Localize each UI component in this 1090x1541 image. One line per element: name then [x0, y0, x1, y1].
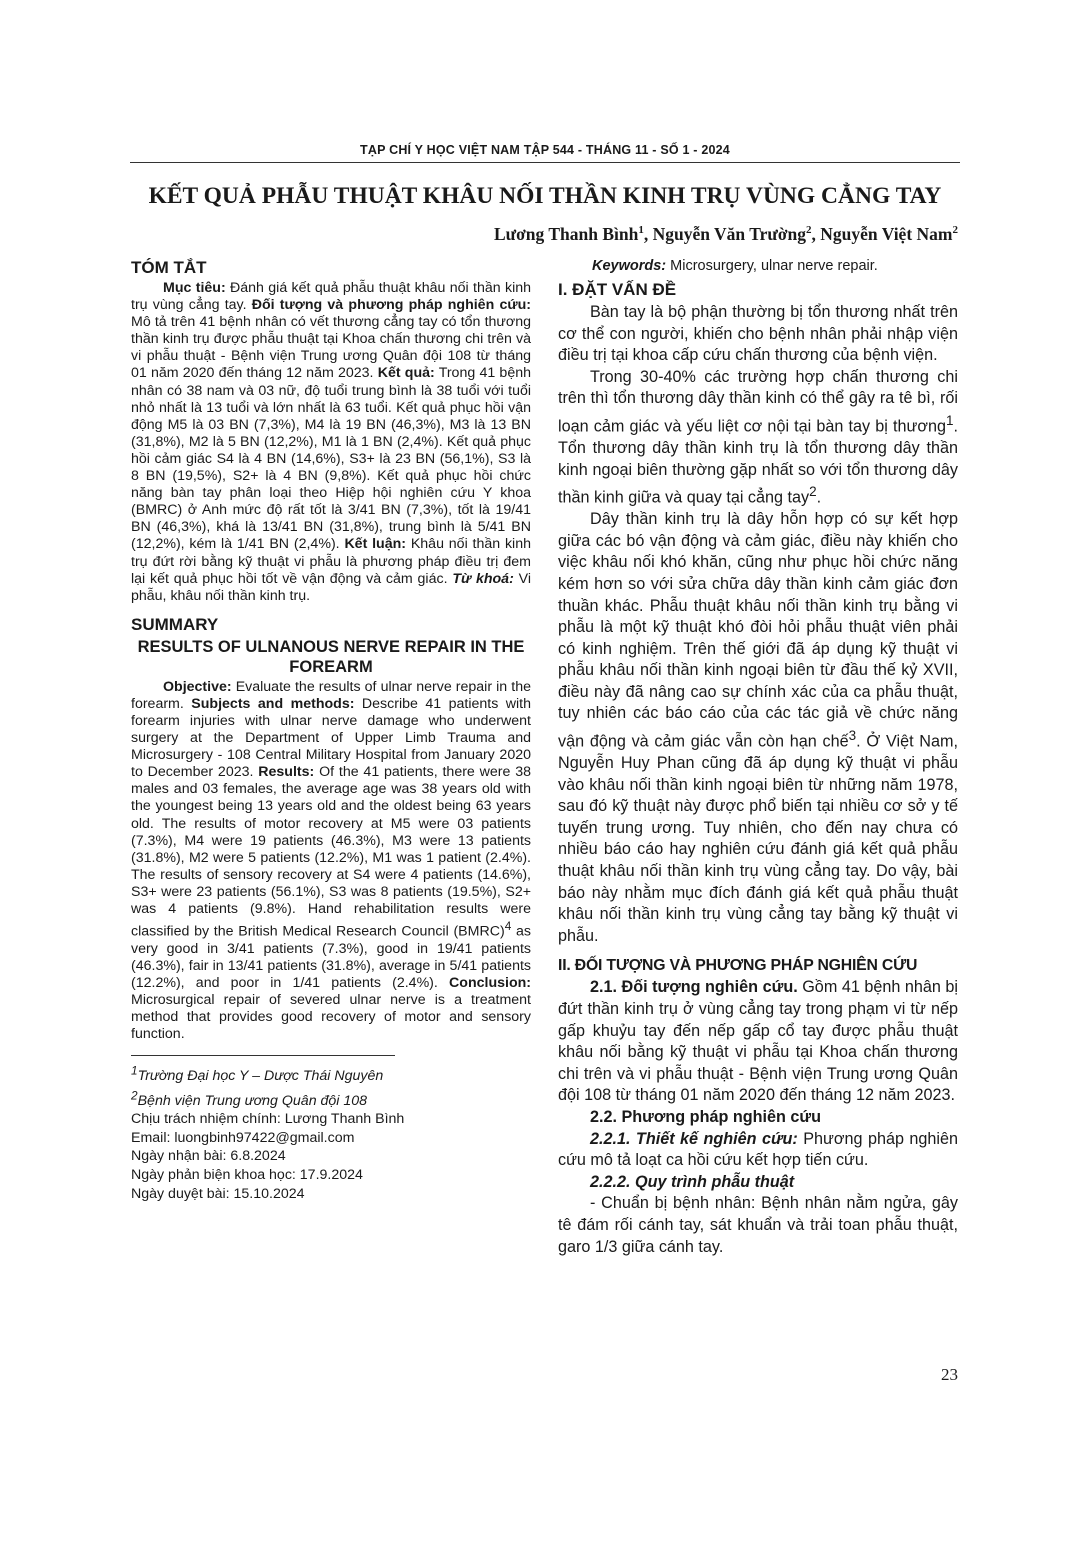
header-rule	[130, 162, 960, 163]
tom-tat-label-objective: Mục tiêu:	[163, 280, 226, 296]
author-2: Nguyễn Văn Trường	[652, 224, 807, 244]
summary-results-b: as very good in 3/41 patients (7.3%), good in 19/41 patients (46.3%), fair in 13/41 patients (31.8%), average in 5/41 patients (12.2%), and poor in 1/41 patients (2.4%).	[131, 923, 531, 992]
summary-results-a: Of the 41 patients, there were 38 males and 03 females, the average age was 38 years old with the youngest being 13 years old and the oldest being 63 years old. The results of motor recovery at M5 were 03 patients (7.3%), M4 were 19 patients (46.3%), M3 were 13 patients (31.8%), M2 were 5 patients (12.2%), M1 was 1 patient (2.4%). The results of sensory recovery at S4 were 4 patients (14.6%), S3+ were 23 patients (56.1%), S3 was 8 patients (19.5%), S2+ was 4 patients (9.8%). Hand rehabilitation results were classified by the British Medical Research Council (BMRC)	[131, 764, 532, 940]
article-title: KẾT QUẢ PHẪU THUẬT KHÂU NỐI THẦN KINH TRỤ VÙNG CẲNG TAY	[148, 183, 942, 209]
section-2-1-paragraph	[558, 977, 958, 1107]
author-list	[494, 224, 958, 245]
author-2-affil: 2	[806, 224, 812, 237]
section-1-p2-b: . Tổn thương dây thần kinh trụ là tổn thương dây thần kinh ngoại biên thường gặp nhất so với tổn thương dây thần kinh giữa và quay tại cẳng tay	[558, 417, 958, 507]
section-1-p3-a: Dây thần kinh trụ là dây hỗn hợp có sự kết hợp giữa các bó vận động và cảm giác, điều này khiến cho việc khâu nối khó khăn, cũng như phục hồi chức năng kém hơn so với sửa chữa dây thần kinh cảm giác đơn thuần khác. Phẫu thuật khâu nối thần kinh trụ bằng vi phẫu là một kỹ thuật khó đòi hỏi phẫu thuật viên phải có kinh nghiệm. Trên thế giới đã áp dụng kỹ thuật vi phẫu khâu nối thần kinh ngoại biên từ đầu thế kỷ XVII, điều này đã nâng cao sự chính xác của ca phẫu thuật, tuy nhiên các báo cáo của các tác giả về chức năng vận động và cảm giác vẫn còn hạn chế	[558, 510, 958, 751]
section-2-2-2-heading: 2.2.2. Quy trình phẫu thuật	[590, 1172, 795, 1191]
tom-tat-label-results: Kết quả:	[377, 365, 435, 382]
keywords-line	[592, 258, 958, 274]
summary-label-conclusion: Conclusion:	[449, 975, 531, 992]
summary-conclusion: Microsurgical repair of severed ulnar nerve is a treatment method that provides good recovery of motor and sensory function.	[131, 992, 531, 1043]
summary-abstract	[131, 679, 531, 1044]
section-1-paragraph-1: Bàn tay là bộ phận thường bị tổn thương nhất trên cơ thể con người, khiến cho bệnh nhân phải nhập viện điều trị tại khoa cấp cứu chấn thương của bệnh viện.	[558, 303, 958, 365]
tom-tat-conclusion: Khâu nối thần kinh trụ đứt rời bằng kỹ thuật vi phẫu là phương pháp điều trị đem lại kết quả phục hồi tốt về vận động và cảm giác.	[131, 536, 531, 587]
footnote-affil-1-num: 1	[131, 1063, 138, 1078]
tom-tat-abstract	[131, 280, 531, 605]
tom-tat-label-methods: Đối tượng và phương pháp nghiên cứu:	[251, 297, 531, 314]
footnote-affil-2-num: 2	[131, 1087, 138, 1102]
section-2-2-1-paragraph	[558, 1129, 958, 1172]
summary-ref-4: 4	[504, 919, 512, 934]
author-1-affil: 1	[638, 224, 644, 237]
summary-title: RESULTS OF ULNANOUS NERVE REPAIR IN THE FOREARM	[137, 637, 525, 676]
footnote-affil-2-text: Bệnh viện Trung ương Quân đội 108	[137, 1092, 368, 1109]
ref-2: 2	[809, 484, 817, 500]
keywords-text: Microsurgery, ulnar nerve repair.	[666, 258, 878, 274]
author-sep-1: ,	[643, 224, 653, 244]
section-2-2-1-text: Phương pháp nghiên cứu mô tả loạt ca hồi cứu kết hợp tiến cứu.	[558, 1129, 958, 1170]
tom-tat-label-keywords: Từ khoá:	[452, 570, 514, 587]
footnote-accepted: Ngày duyệt bài: 15.10.2024	[131, 1185, 305, 1202]
footnote-rule	[131, 1055, 395, 1056]
section-1-heading: I. ĐẶT VẤN ĐỀ	[558, 280, 677, 299]
left-column	[131, 258, 531, 1203]
footnote-corresponding: Chịu trách nhiệm chính: Lương Thanh Bình	[131, 1111, 405, 1128]
footnote-received: Ngày nhận bài: 6.8.2024	[131, 1148, 286, 1165]
section-2-2-heading: 2.2. Phương pháp nghiên cứu	[590, 1107, 822, 1126]
section-1-paragraph-3	[558, 509, 958, 947]
author-3-affil: 2	[952, 224, 958, 237]
footnote-affil-1	[131, 1061, 531, 1085]
tom-tat-methods: Mô tả trên 41 bệnh nhân có vết thương cẳng tay có tổn thương thần kinh trụ được phẫu thuật tại Khoa chấn thương chi trên và vi phẫu thuật - Bệnh viện Trung ương Quân đội 108 từ tháng 01 năm 2020 đến tháng 12 năm 2023.	[131, 314, 531, 382]
summary-label-objective: Objective:	[163, 678, 232, 695]
section-2-2-1-label: 2.2.1. Thiết kế nghiên cứu:	[590, 1129, 798, 1148]
tom-tat-heading: TÓM TẮT	[131, 258, 207, 277]
section-1-paragraph-2	[558, 367, 958, 509]
ref-3: 3	[848, 728, 857, 744]
author-3: Nguyễn Việt Nam	[820, 224, 953, 244]
journal-header: TẠP CHÍ Y HỌC VIỆT NAM TẬP 544 - THÁNG 11 - SỐ 1 - 2024	[360, 143, 730, 157]
section-1-p2-c: .	[816, 488, 822, 507]
summary-label-methods: Subjects and methods:	[191, 695, 355, 712]
ref-1: 1	[945, 412, 954, 428]
summary-objective: Evaluate the results of ulnar nerve repair in the forearm.	[131, 678, 531, 712]
keywords-label: Keywords:	[592, 258, 667, 274]
footnote-reviewed: Ngày phản biện khoa học: 17.9.2024	[131, 1166, 363, 1183]
tom-tat-label-conclusion: Kết luận:	[344, 536, 407, 553]
section-2-2-2-paragraph: - Chuẩn bị bệnh nhân: Bệnh nhân nằm ngửa, gây tê đám rối cánh tay, sát khuẩn và trải toan phẫu thuật, garo 1/3 giữa cánh tay.	[558, 1194, 958, 1256]
section-2-1-text: Gồm 41 bệnh nhân bị đứt thần kinh trụ ở vùng cẳng tay trong phạm vi từ nếp gấp khuỷu tay đến nếp gấp cổ tay được phẫu thuật khâu nối bằng kỹ thuật vi phẫu tại Khoa chấn thương chi trên và vi phẫu thuật - Bệnh viện Trung ương Quân đội 108 từ tháng 01 năm 2020 đến tháng 12 năm 2023.	[558, 978, 958, 1105]
right-column	[558, 258, 958, 1258]
section-2-1-label: 2.1. Đối tượng nghiên cứu.	[590, 978, 798, 997]
author-1: Lương Thanh Bình	[493, 224, 639, 244]
section-2-heading: II. ĐỐI TƯỢNG VÀ PHƯƠNG PHÁP NGHIÊN CỨU	[558, 957, 918, 975]
page-number: 23	[941, 1365, 958, 1384]
summary-heading: SUMMARY	[131, 614, 219, 634]
tom-tat-keywords: Vi phẫu, khâu nối thần kinh trụ.	[131, 570, 531, 604]
author-sep-2: ,	[811, 224, 821, 244]
summary-methods: Describe 41 patients with forearm injuries with ulnar nerve damage who underwent surgery at the Department of Upper Limb Trauma and Microsurgery - 108 Central Military Hospital from January 2020 to December 2023.	[131, 695, 531, 781]
summary-label-results: Results:	[258, 764, 315, 781]
section-1-p3-b: . Ở Việt Nam, Nguyễn Huy Phan cũng đã áp dụng kỹ thuật vi phẫu vào khâu nối thần kinh ngoại biên từ những năm 1978, sau đó kỹ thuật này được phổ biến tại nhiều cơ sở y tế tuyến trung ương. Tuy nhiên, cho đến nay chưa có nhiều báo cáo hay nghiên cứu đánh giá kết quả phẫu thuật khâu nối thần kinh trụ vùng cẳng tay. Do vậy, bài báo này nhằm mục đích đánh giá kết quả phẫu thuật khâu nối thần kinh trụ vùng cẳng tay bằng kỹ thuật vi phẫu.	[558, 732, 958, 945]
tom-tat-results: Trong 41 bệnh nhân có 38 nam và 03 nữ, độ tuổi trung bình là 38 tuổi với tuổi nhỏ nhất là 13 tuổi và lớn nhất là 63 tuổi. Kết quả phục hồi vận động M5 là 03 BN (7,3%), M4 là 19 BN (46,3%), M3 là 13 BN (31,8%), M2 là 5 BN (12,2%), M1 là 1 BN (2,4%). Kết quả phục hồi cảm giác S4 là 4 BN (14,6%), S3+ là 23 BN (56,1%), S3 là 8 BN (19,5%), S2+ là 4 BN (9,8%). Kết quả phục hồi chức năng bàn tay phân loại theo Hiệp hội nghiên cứu Y khoa (BMRC) ở Anh mức độ rất tốt là 3/41 BN (7,3%), tốt là 19/41 BN (46,3%), khá là 13/41 BN (31,8%), trung bình là 5/41 BN (12,2%), kém là 1/41 BN (2,4%).	[131, 365, 531, 553]
footnote-affil-2	[131, 1086, 531, 1110]
tom-tat-objective: Đánh giá kết quả phẫu thuật khâu nối thần kinh trụ vùng cẳng tay.	[131, 280, 531, 314]
section-1-p2-a: Trong 30-40% các trường hợp chấn thương chi trên thì tổn thương dây thần kinh có thể gây ra tê bì, rối loạn cảm giác và yếu liệt cơ nội tại bàn tay bị thương	[558, 367, 958, 436]
footnote-email: Email: luongbinh97422@gmail.com	[131, 1129, 355, 1146]
footnote-affil-1-text: Trường Đại học Y – Dược Thái Nguyên	[137, 1068, 384, 1085]
